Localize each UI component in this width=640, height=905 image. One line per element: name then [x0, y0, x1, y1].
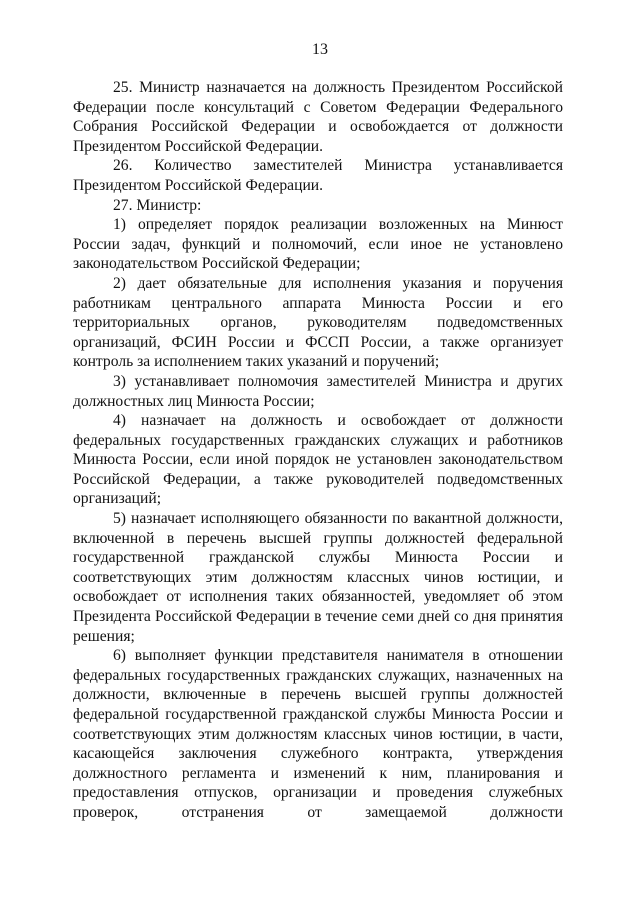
page-number: 13 — [312, 41, 328, 58]
list-item-6: 6) выполняет функции представителя нанимателя в отношении федеральных государственных гражданских служащих, назначенных на должности, включенные в перечень высшей группы должностей федеральной государственной гражданской службы Минюста России и соответствующих этим должностям классных чинов юстиции, в части, касающейся заключения служебного контракта, утверждения должностного регламента и изменений к ним, планирования и предоставления отпусков, организации и проведения служебных проверок, отстранения от замещаемой должности — [73, 647, 563, 821]
paragraph-25: 25. Министр назначается на должность Президентом Российской Федерации после консультаций с Советом Федерации Федерального Собрания Российской Федерации и освобождается от должности Президентом Российской Федерации. — [73, 79, 563, 155]
list-item-2: 2) дает обязательные для исполнения указания и поручения работникам центрального аппарата Минюста России и его территориальных органов, руководителям подведомственных организаций, ФСИН России и ФССП России, а также организует контроль за исполнением таких указаний и поручений; — [73, 274, 563, 371]
list-item-5: 5) назначает исполняющего обязанности по вакантной должности, включенной в перечень высшей группы должностей федеральной государственной гражданской службы Минюста России и соответствующих этим должностям классных чинов юстиции, и освобождает от исполнения таких обязанностей, уведомляет об этом Президента Российской Федерации в течение семи дней со дня принятия решения; — [73, 510, 563, 645]
document-body — [73, 78, 563, 823]
list-item-1: 1) определяет порядок реализации возложенных на Минюст России задач, функций и полномочий, если иное не установлено законодательством Российской Федерации; — [73, 216, 563, 273]
paragraph-26: 26. Количество заместителей Министра устанавливается Президентом Российской Федерации. — [73, 157, 563, 194]
list-item-3: 3) устанавливает полномочия заместителей Министра и других должностных лиц Минюста России; — [73, 372, 563, 410]
paragraph-27-heading: 27. Министр: — [113, 196, 202, 214]
list-item-4: 4) назначает на должность и освобождает от должности федеральных государственных гражданских служащих и работников Минюста России, если иной порядок не установлен законодательством Российской Федерации, а также руководителей подведомственных организаций; — [73, 412, 563, 508]
